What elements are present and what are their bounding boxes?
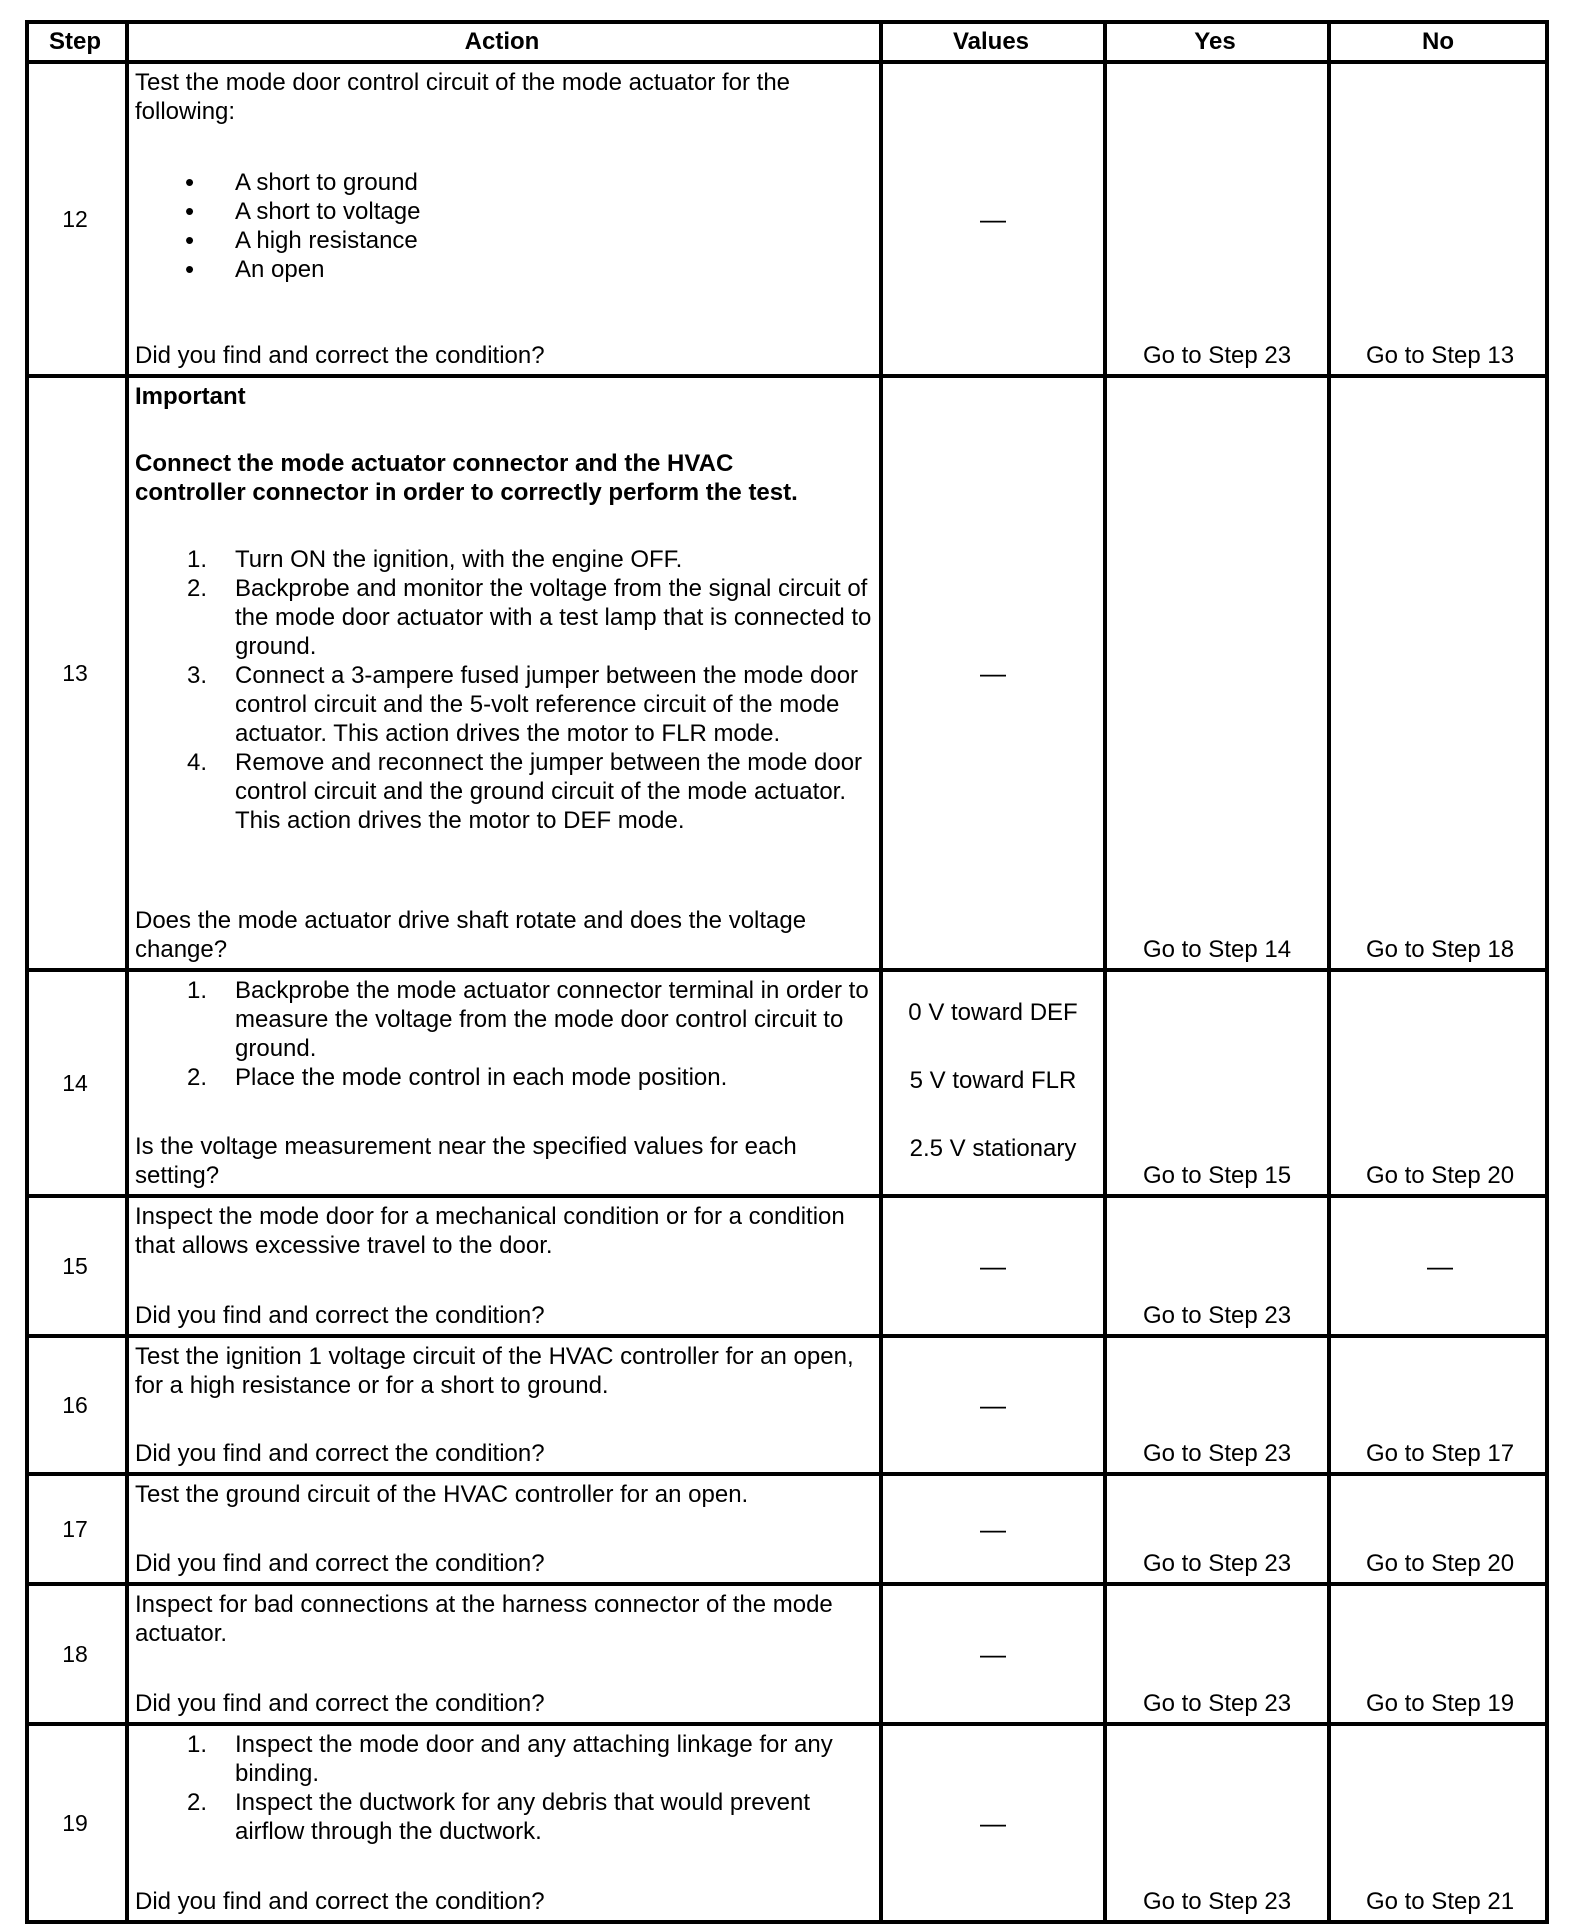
no-cell [1331, 1338, 1549, 1472]
list-item: 1. Turn ON the ignition, with the engine OFF. [187, 546, 683, 573]
yes-cell [1107, 972, 1327, 1194]
table-row [25, 64, 1549, 378]
list-item: 1. Backprobe the mode actuator connector terminal in order to measure the voltage from the mode door control circuit to ground. [187, 977, 869, 1062]
yes-link[interactable]: Go to Step 23 [1142, 1302, 1292, 1329]
column-divider [1545, 20, 1549, 1924]
header-row [25, 20, 1549, 64]
question-text: Is the voltage measurement near the specified values for each setting? [135, 1133, 797, 1189]
question-text: Did you find and correct the condition? [135, 1888, 545, 1915]
important-label: Important [135, 383, 246, 410]
column-divider [879, 20, 883, 1924]
procedure-list [135, 1730, 873, 1846]
action-text: Test the ignition 1 voltage circuit of the HVAC controller for an open, for a high resistance or for a short to ground. [135, 1343, 854, 1399]
question-text: Did you find and correct the condition? [135, 1440, 545, 1467]
action-cell [129, 1338, 879, 1472]
action-cell [129, 64, 879, 374]
step-number: 14 [62, 1069, 88, 1096]
column-divider [1327, 20, 1331, 1924]
no-cell [1331, 1476, 1549, 1582]
values-cell: — [980, 1250, 1006, 1281]
step-number: 12 [62, 205, 88, 232]
table-row [25, 1726, 1549, 1924]
yes-cell [1107, 378, 1327, 968]
yes-link[interactable]: Go to Step 15 [1142, 1162, 1292, 1189]
header-step: Step [48, 28, 101, 55]
action-text: Inspect the mode door for a mechanical condition or for a condition that allows excessive travel to the door. [135, 1203, 845, 1259]
no-cell [1331, 378, 1549, 968]
action-cell [129, 378, 879, 968]
action-text: Test the mode door control circuit of the mode actuator for the following: [135, 69, 791, 125]
list-item: • A short to ground [135, 168, 873, 197]
action-cell [129, 1586, 879, 1722]
step-number: 13 [62, 659, 88, 686]
table-row [25, 378, 1549, 972]
table-row [25, 1198, 1549, 1338]
step-number: 16 [62, 1391, 88, 1418]
procedure-list [135, 545, 873, 835]
header-yes: Yes [1194, 28, 1236, 55]
list-item: 4. Remove and reconnect the jumper between the mode door control circuit and the ground circuit of the mode actuator. This action drives the motor to DEF mode. [187, 749, 863, 834]
question-text: Did you find and correct the condition? [135, 1690, 545, 1717]
header-values: Values [952, 28, 1030, 55]
yes-cell [1107, 1198, 1327, 1334]
no-link[interactable]: Go to Step 20 [1365, 1162, 1515, 1189]
action-cell [129, 1726, 879, 1920]
list-item: 2. Place the mode control in each mode position. [187, 1064, 728, 1091]
values-cell: — [980, 1389, 1006, 1420]
diagnostic-table [25, 20, 1549, 1930]
yes-cell [1107, 1476, 1327, 1582]
values-cell: — [980, 1513, 1006, 1544]
no-cell: — [1427, 1250, 1453, 1281]
yes-cell [1107, 1726, 1327, 1920]
action-cell [129, 1198, 879, 1334]
yes-link[interactable]: Go to Step 14 [1142, 936, 1292, 963]
value-item: 0 V toward DEF [908, 999, 1078, 1026]
yes-link[interactable]: Go to Step 23 [1142, 1690, 1292, 1717]
values-cell: — [980, 1807, 1006, 1838]
list-item: • A high resistance [135, 226, 873, 255]
table-row [25, 1586, 1549, 1726]
list-item: 2. Inspect the ductwork for any debris that would prevent airflow through the ductwork. [187, 1789, 810, 1845]
list-item: 2. Backprobe and monitor the voltage from the signal circuit of the mode door actuator with a test lamp that is connected to ground. [187, 575, 872, 660]
step-number: 17 [62, 1515, 88, 1542]
condition-list [135, 168, 873, 284]
action-text: Test the ground circuit of the HVAC controller for an open. [135, 1481, 749, 1508]
important-text: Connect the mode actuator connector and the HVAC controller connector in order to correctly perform the test. [135, 450, 798, 506]
question-text: Did you find and correct the condition? [135, 342, 545, 369]
question-text: Did you find and correct the condition? [135, 1302, 545, 1329]
no-link[interactable]: Go to Step 17 [1365, 1440, 1515, 1467]
values-cell [883, 972, 1103, 1194]
no-link[interactable]: Go to Step 21 [1365, 1888, 1515, 1915]
step-number: 19 [62, 1809, 88, 1836]
no-link[interactable]: Go to Step 19 [1365, 1690, 1515, 1717]
no-link[interactable]: Go to Step 18 [1365, 936, 1515, 963]
value-item: 5 V toward FLR [909, 1067, 1077, 1094]
no-cell [1331, 64, 1549, 374]
action-cell [129, 1476, 879, 1582]
value-item: 2.5 V stationary [909, 1135, 1077, 1162]
question-text: Does the mode actuator drive shaft rotate and does the voltage change? [135, 907, 807, 963]
yes-link[interactable]: Go to Step 23 [1142, 1550, 1292, 1577]
list-item: • An open [135, 255, 873, 284]
list-item: 3. Connect a 3-ampere fused jumper between the mode door control circuit and the 5-volt reference circuit of the mode actuator. This action drives the motor to FLR mode. [187, 662, 859, 747]
values-cell: — [980, 657, 1006, 688]
yes-link[interactable]: Go to Step 23 [1142, 342, 1292, 369]
action-text: Inspect for bad connections at the harness connector of the mode actuator. [135, 1591, 833, 1647]
column-divider [1103, 20, 1107, 1924]
procedure-list [135, 976, 873, 1092]
header-no: No [1422, 28, 1454, 55]
values-cell: — [980, 1638, 1006, 1669]
list-item: 1. Inspect the mode door and any attaching linkage for any binding. [187, 1731, 833, 1787]
yes-cell [1107, 64, 1327, 374]
yes-cell [1107, 1586, 1327, 1722]
no-link[interactable]: Go to Step 20 [1365, 1550, 1515, 1577]
table-row [25, 1338, 1549, 1476]
yes-link[interactable]: Go to Step 23 [1142, 1888, 1292, 1915]
no-link[interactable]: Go to Step 13 [1365, 342, 1515, 369]
table-row [25, 1476, 1549, 1586]
no-cell [1331, 1726, 1549, 1920]
header-action: Action [464, 28, 540, 55]
table-row [25, 972, 1549, 1198]
values-cell: — [980, 203, 1006, 234]
column-divider [25, 20, 29, 1924]
no-cell [1331, 972, 1549, 1194]
no-cell [1331, 1586, 1549, 1722]
list-item: • A short to voltage [135, 197, 873, 226]
question-text: Did you find and correct the condition? [135, 1550, 545, 1577]
column-divider [125, 20, 129, 1924]
step-number: 15 [62, 1252, 88, 1279]
yes-cell [1107, 1338, 1327, 1472]
step-number: 18 [62, 1640, 88, 1667]
action-cell [129, 972, 879, 1194]
yes-link[interactable]: Go to Step 23 [1142, 1440, 1292, 1467]
